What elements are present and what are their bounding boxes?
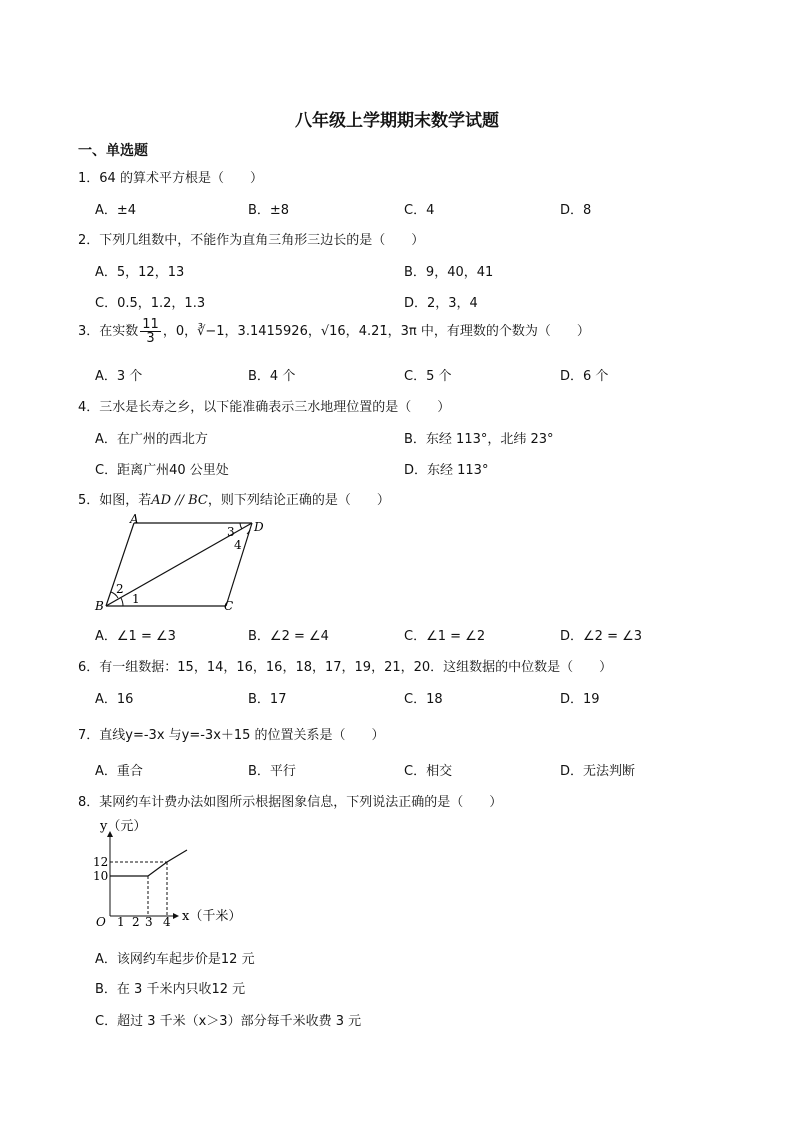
q4-option-d: D．东经 113° [404, 463, 489, 478]
angle-label-2: 2 [116, 582, 124, 596]
q6-option-b: B．17 [248, 692, 287, 707]
vertex-label-d: D [254, 520, 264, 534]
q5-option-d: D．∠2 = ∠3 [560, 629, 643, 644]
q4-option-b: B．东经 113°，北纬 23° [404, 432, 554, 447]
question-6-stem: 6．有一组数据：15，14，16，16，18，17，19，21，20．这组数据的中位数是（ ） [78, 660, 613, 675]
q3-option-d: D．6 个 [560, 369, 609, 384]
q3-stem-prefix: 3．在实数 [78, 324, 139, 339]
angle-label-1: 1 [132, 592, 140, 606]
question-3-stem [78, 318, 590, 345]
q7-option-c: C．相交 [404, 764, 453, 779]
q5-option-c: C．∠1 = ∠2 [404, 629, 486, 644]
vertex-label-c: C [224, 599, 234, 613]
q3-fraction-numerator: 11 [142, 317, 159, 332]
q3-repeating-decimal: 4.2̇1̇ [358, 324, 388, 339]
angle-label-4: 4 [234, 538, 242, 552]
q1-option-d: D．8 [560, 203, 592, 218]
q7-option-b: B．平行 [248, 764, 296, 779]
angle-label-3: 3 [227, 525, 235, 539]
q8-option-c: C．超过 3 千米（x＞3）部分每千米收费 3 元 [95, 1014, 362, 1029]
tick-label-y12: 12 [93, 855, 109, 869]
tick-label-x1: 1 [117, 915, 125, 929]
vertex-label-b: B [95, 599, 104, 613]
question-5-stem [78, 489, 390, 508]
q5-option-b: B．∠2 = ∠4 [248, 629, 329, 644]
q7-option-a: A．重合 [95, 764, 143, 779]
question-8-stem: 8．某网约车计费办法如图所示根据图象信息，下列说法正确的是（ ） [78, 795, 503, 810]
y-axis-label: y（元） [100, 819, 147, 834]
q3-option-b: B．4 个 [248, 369, 296, 384]
q5-option-a: A．∠1 = ∠3 [95, 629, 176, 644]
q8-option-b: B．在 3 千米内只收12 元 [95, 982, 246, 997]
parallelogram-figure [90, 512, 275, 617]
x-axis-label: x（千米） [182, 909, 242, 924]
q3-fraction-denominator: 3 [146, 331, 155, 346]
question-7-stem: 7．直线y=-3x 与y=-3x＋15 的位置关系是（ ） [78, 728, 385, 743]
section-heading: 一、单选题 [78, 143, 148, 159]
q3-stem-mid: ，0，∛−1，3.1415926，√16， [162, 324, 359, 339]
q6-option-c: C．18 [404, 692, 443, 707]
q5-stem-prefix: 5．如图，若 [78, 493, 152, 508]
q1-option-c: C．4 [404, 203, 435, 218]
fare-line [110, 850, 187, 876]
q7-option-d: D．无法判断 [560, 764, 636, 779]
tick-label-y10: 10 [93, 869, 109, 883]
q6-option-a: A．16 [95, 692, 134, 707]
q6-option-d: D．19 [560, 692, 600, 707]
q3-option-c: C．5 个 [404, 369, 452, 384]
q5-stem-suffix: ，则下列结论正确的是（ ） [207, 493, 390, 508]
fare-graph [90, 812, 260, 934]
tick-label-x3: 3 [145, 915, 153, 929]
q3-stem-suffix: ，3π 中，有理数的个数为（ ） [387, 324, 590, 339]
vertex-label-a: A [130, 512, 139, 526]
q3-fraction [140, 318, 161, 345]
origin-label: O [96, 915, 106, 929]
q4-option-a: A．在广州的西北方 [95, 432, 208, 447]
angle-arc-1 [121, 598, 123, 606]
question-4-stem: 4．三水是长寿之乡，以下能准确表示三水地理位置的是（ ） [78, 400, 451, 415]
q5-stem-math: AD // BC [151, 493, 208, 508]
tick-label-x2: 2 [132, 915, 140, 929]
angle-arc-3 [240, 523, 242, 529]
q2-option-c: C．0.5，1.2，1.3 [95, 296, 206, 311]
page-title: 八年级上学期期末数学试题 [295, 111, 499, 131]
q8-option-a: A．该网约车起步价是12 元 [95, 952, 255, 967]
q4-option-c: C．距离广州40 公里处 [95, 463, 229, 478]
question-2-stem: 2．下列几组数中，不能作为直角三角形三边长的是（ ） [78, 233, 425, 248]
q2-option-d: D．2，3，4 [404, 296, 478, 311]
question-1-stem: 1．64 的算术平方根是（ ） [78, 171, 263, 186]
q2-option-b: B．9，40，41 [404, 265, 494, 280]
q2-option-a: A．5，12，13 [95, 265, 185, 280]
tick-label-x4: 4 [163, 915, 171, 929]
q1-option-a: A．±4 [95, 203, 137, 218]
q3-option-a: A．3 个 [95, 369, 143, 384]
q1-option-b: B．±8 [248, 203, 290, 218]
